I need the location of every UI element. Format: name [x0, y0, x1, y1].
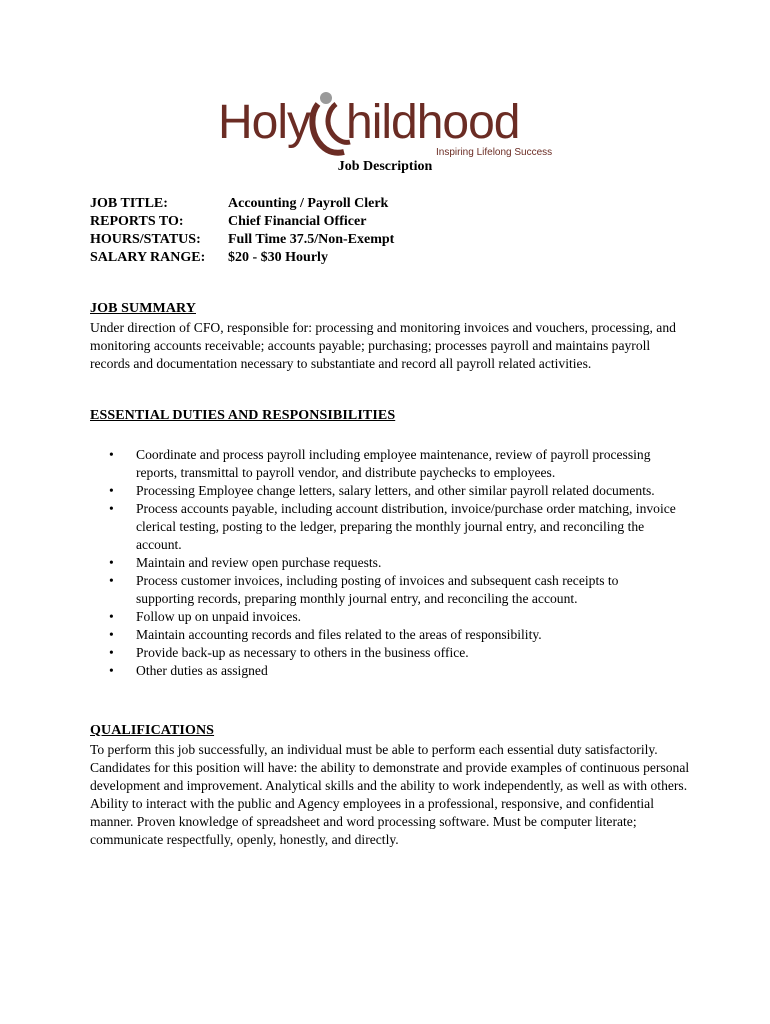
meta-label: SALARY RANGE: [90, 250, 206, 265]
bullet-icon: • [109, 501, 114, 516]
meta-value: Chief Financial Officer [228, 214, 367, 229]
list-item: • Maintain accounting records and files related to the areas of responsibility. [109, 627, 542, 642]
list-item: • Other duties as assigned [109, 663, 268, 678]
meta-row-job-title [90, 195, 394, 213]
logo-dot-icon [320, 92, 332, 104]
meta-row-hours-status [90, 231, 394, 249]
logo-text-left: Holy [218, 96, 311, 149]
list-item: • Process accounts payable, including account distribution, invoice/purchase order matching, invoice clerical testing, posting to the ledger, preparing the monthly journal entry, and reconciling the account. [109, 501, 676, 552]
list-item: • Processing Employee change letters, salary letters, and other similar payroll related documents. [109, 483, 655, 498]
logo-tagline: Inspiring Lifelong Success [436, 147, 553, 158]
bullet-icon: • [109, 663, 114, 678]
holy-childhood-logo [218, 92, 558, 162]
meta-row-salary-range [90, 249, 394, 267]
duties-title: ESSENTIAL DUTIES AND RESPONSIBILITIES [90, 408, 396, 423]
meta-value: Full Time 37.5/Non-Exempt [228, 232, 395, 247]
job-summary-text: Under direction of CFO, responsible for: processing and monitoring invoices and vouchers, processing, and monitoring accounts receivable; accounts payable; purchasing; processes payroll and maintains payroll records and documentation necessary to substantiate and record all payroll related activities. [90, 320, 676, 371]
bullet-icon: • [109, 483, 114, 498]
meta-row-reports-to [90, 213, 394, 231]
meta-value: $20 - $30 Hourly [228, 250, 328, 265]
list-item: • Maintain and review open purchase requests. [109, 555, 382, 570]
logo-text-right: hildhood [346, 96, 520, 149]
list-item: • Follow up on unpaid invoices. [109, 609, 302, 624]
duties-list [109, 446, 679, 680]
list-item: • Provide back-up as necessary to others in the business office. [109, 645, 469, 660]
meta-label: REPORTS TO: [90, 214, 184, 229]
qualifications-text: To perform this job successfully, an individual must be able to perform each essential duty satisfactorily. Candidates for this position will have: the ability to demonstrate and provide examples of continuous personal development and improvement. Analytical skills and the ability to work independently, as well as with others. Ability to interact with the public and Agency employees in a professional, responsive, and confidential manner. Proven knowledge of spreadsheet and word processing software. Must be computer literate; communicate respectfully, openly, honestly, and directly. [90, 742, 690, 847]
qualifications-title: QUALIFICATIONS [90, 723, 215, 738]
job-summary-title: JOB SUMMARY [90, 301, 196, 316]
document-heading: Job Description [337, 159, 433, 174]
meta-label: JOB TITLE: [90, 196, 168, 211]
bullet-icon: • [109, 555, 114, 570]
bullet-icon: • [109, 609, 114, 624]
bullet-icon: • [109, 645, 114, 660]
list-item: • Process customer invoices, including posting of invoices and subsequent cash receipts to supporting records, preparing monthly journal entry, and reconciling the account. [109, 573, 619, 606]
bullet-icon: • [109, 447, 114, 462]
meta-label: HOURS/STATUS: [90, 232, 201, 247]
bullet-icon: • [109, 573, 114, 588]
list-item: • Coordinate and process payroll including employee maintenance, review of payroll processing reports, transmittal to payroll vendor, and distribute paychecks to employees. [109, 447, 651, 480]
meta-value: Accounting / Payroll Clerk [228, 196, 389, 211]
bullet-icon: • [109, 627, 114, 642]
job-meta [90, 195, 394, 267]
